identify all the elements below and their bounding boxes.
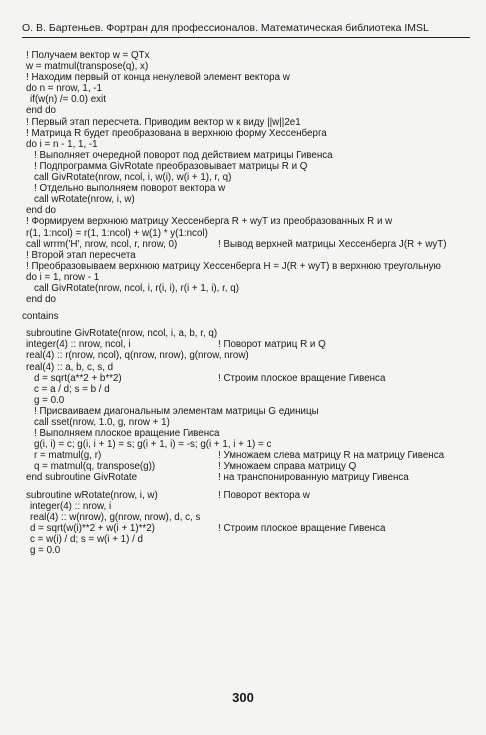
code-text: call sset(nrow, 1.0, g, nrow + 1) xyxy=(34,417,170,428)
code-line xyxy=(26,472,476,483)
code-line xyxy=(26,61,476,72)
code-line xyxy=(26,328,476,339)
code-text: q = matmul(q, transpose(g)) xyxy=(34,461,156,473)
code-line xyxy=(26,194,476,205)
code-line xyxy=(26,450,476,461)
code-line xyxy=(26,523,476,534)
code-line xyxy=(26,161,476,172)
code-line xyxy=(26,350,476,361)
code-text: ! Отдельно выполняем поворот вектора w xyxy=(34,183,226,195)
page-number: 300 xyxy=(232,690,254,705)
running-header: О. В. Бартеньев. Фортран для профессионалов. Математическая библиотека IMSL xyxy=(22,22,429,34)
code-comment: ! Умножаем справа матрицу Q xyxy=(218,461,357,473)
code-line xyxy=(26,117,476,128)
code-line xyxy=(26,261,476,272)
code-text: ! Присваиваем диагональным элементам матрицы G единицы xyxy=(34,405,319,417)
code-comment: ! на транспонированную матрицу Гивенса xyxy=(218,472,409,484)
code-text: if(w(n) /= 0.0) exit xyxy=(30,94,106,106)
code-text: ! Формируем верхнюю матрицу Хессенберга R + wyT из преобразованных R и w xyxy=(26,216,393,228)
code-line xyxy=(26,83,476,94)
code-text: call GivRotate(nrow, ncol, i, r(i, i), r(i + 1, i), r, q) xyxy=(34,282,239,294)
code-line xyxy=(26,272,476,283)
code-text: w = matmul(transpose(q), x) xyxy=(26,61,149,73)
code-line xyxy=(26,545,476,556)
code-listing xyxy=(22,50,476,557)
code-text: do i = 1, nrow - 1 xyxy=(26,271,100,283)
code-line xyxy=(26,139,476,150)
code-text: real(4) :: r(nrow, ncol), q(nrow, nrow), g(nrow, nrow) xyxy=(26,350,249,362)
code-text: ! Получаем вектор w = QTx xyxy=(26,50,150,61)
code-line xyxy=(26,428,476,439)
code-text: call GivRotate(nrow, ncol, i, w(i), w(i + 1), r, q) xyxy=(34,172,232,184)
header-rule xyxy=(22,37,470,38)
code-comment: ! Строим плоское вращение Гивенса xyxy=(218,372,386,384)
code-text: d = sqrt(w(i)**2 + w(i + 1)**2) xyxy=(30,522,155,534)
code-comment: ! Строим плоское вращение Гивенса xyxy=(218,522,386,534)
code-text: ! Матрица R будет преобразована в верхнюю форму Хессенберга xyxy=(26,127,327,139)
code-text: call wrrm('H', nrow, ncol, r, nrow, 0) xyxy=(26,238,178,250)
code-text: subroutine wRotate(nrow, i, w) xyxy=(26,489,158,501)
contains-keyword: contains xyxy=(22,311,59,323)
code-line xyxy=(26,250,476,261)
code-line xyxy=(26,150,476,161)
code-line xyxy=(26,490,476,501)
code-text: end subroutine GivRotate xyxy=(26,472,138,484)
code-line xyxy=(26,128,476,139)
code-text: real(4) :: w(nrow), g(nrow, nrow), d, c, s xyxy=(30,511,201,523)
code-line xyxy=(26,50,476,61)
code-text: ! Выполняем плоское вращение Гивенса xyxy=(34,428,220,440)
code-comment: ! Поворот матриц R и Q xyxy=(218,339,326,351)
code-text: ! Находим первый от конца ненулевой элемент вектора w xyxy=(26,72,290,84)
code-line xyxy=(26,105,476,116)
code-line xyxy=(26,501,476,512)
code-line xyxy=(26,395,476,406)
code-text: real(4) :: a, b, c, s, d xyxy=(26,361,114,373)
code-line xyxy=(26,283,476,294)
code-comment: ! Вывод верхней матрицы Хессенберга J(R + wyT) xyxy=(218,238,447,250)
code-text: c = w(i) / d; s = w(i + 1) / d xyxy=(30,533,143,545)
code-line xyxy=(26,216,476,227)
code-line xyxy=(26,72,476,83)
code-text: end do xyxy=(26,205,56,217)
code-comment: ! Умножаем слева матрицу R на матрицу Гивенса xyxy=(218,450,445,462)
code-text: ! Первый этап пересчета. Приводим вектор w к виду ||w||2e1 xyxy=(26,116,301,128)
code-text: integer(4) :: nrow, ncol, i xyxy=(26,339,131,351)
code-line xyxy=(26,512,476,523)
code-line xyxy=(26,183,476,194)
code-line xyxy=(26,373,476,384)
code-text: d = sqrt(a**2 + b**2) xyxy=(34,372,122,384)
code-line xyxy=(26,239,476,250)
code-block-givrotate xyxy=(26,328,476,483)
code-line xyxy=(26,439,476,450)
code-block-wrotate xyxy=(26,490,476,557)
code-line xyxy=(26,94,476,105)
code-line xyxy=(26,294,476,305)
code-line xyxy=(26,172,476,183)
code-text: call wRotate(nrow, i, w) xyxy=(34,194,135,206)
code-line xyxy=(26,534,476,545)
code-line xyxy=(26,228,476,239)
code-line xyxy=(26,339,476,350)
code-line xyxy=(26,362,476,373)
code-text: c = a / d; s = b / d xyxy=(34,383,110,395)
code-text: end do xyxy=(26,294,56,306)
code-line xyxy=(26,205,476,216)
code-text: r(1, 1:ncol) = r(1, 1:ncol) + w(1) * y(1:ncol) xyxy=(26,227,208,239)
code-text: ! Выполняет очередной поворот под действием матрицы Гивенса xyxy=(34,149,333,161)
code-text: do i = n - 1, 1, -1 xyxy=(26,138,98,150)
code-text: g(i, i) = c; g(i, i + 1) = s; g(i + 1, i) = -s; g(i + 1, i + 1) = c xyxy=(34,439,272,451)
code-text: ! Подпрограмма GivRotate преобразовывает матрицы R и Q xyxy=(34,160,308,172)
code-line xyxy=(26,384,476,395)
code-line xyxy=(26,406,476,417)
code-block-main xyxy=(26,50,476,305)
code-text: subroutine GivRotate(nrow, ncol, i, a, b, r, q) xyxy=(26,328,218,340)
code-comment: ! Поворот вектора w xyxy=(218,489,310,501)
code-text: ! Преобразовываем верхнюю матрицу Хессенберга H = J(R + wyT) в верхнюю треугольную xyxy=(26,260,441,272)
code-text: do n = nrow, 1, -1 xyxy=(26,83,102,95)
code-text: g = 0.0 xyxy=(30,545,61,557)
code-text: ! Второй этап пересчета xyxy=(26,249,136,261)
code-text: g = 0.0 xyxy=(34,394,65,406)
code-text: end do xyxy=(26,105,56,117)
code-line xyxy=(26,417,476,428)
code-line xyxy=(26,461,476,472)
code-text: r = matmul(g, r) xyxy=(34,450,102,462)
code-text: integer(4) :: nrow, i xyxy=(30,500,112,512)
